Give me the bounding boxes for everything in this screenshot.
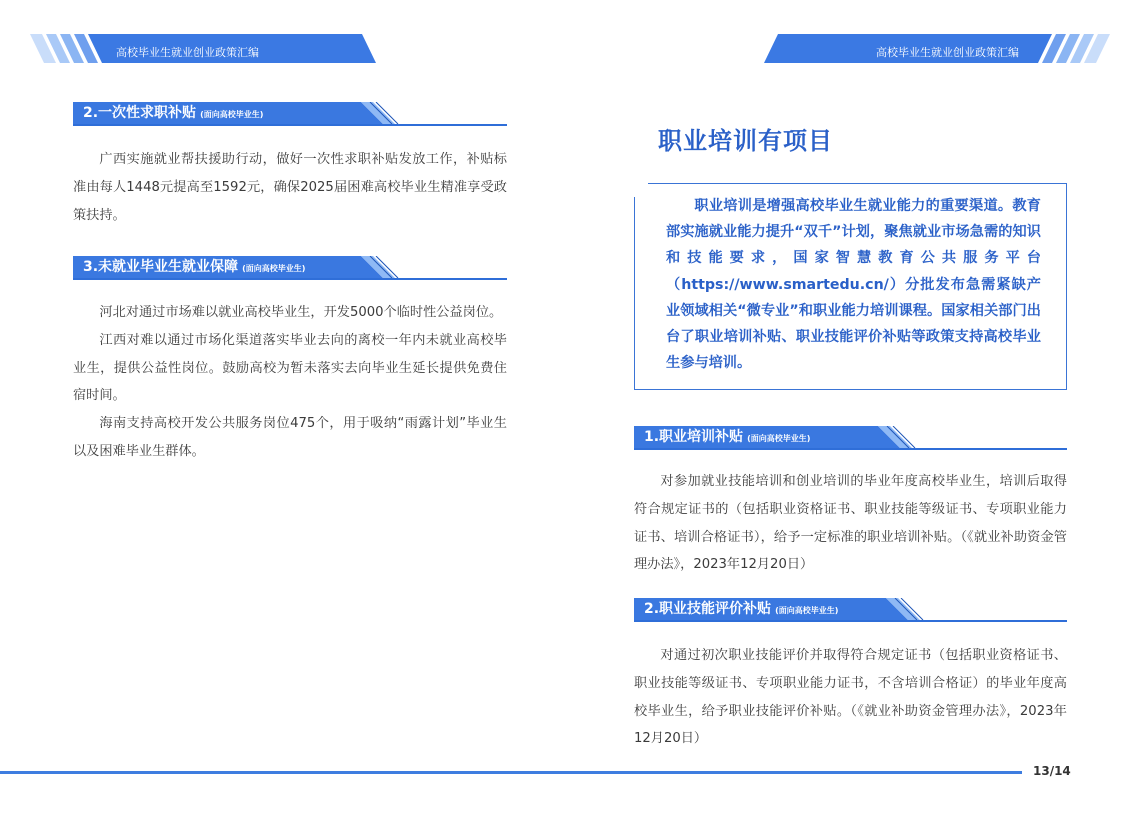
section-subtitle: (面向高校毕业生) bbox=[747, 434, 811, 443]
page-title: 职业培训有项目 bbox=[658, 127, 833, 155]
intro-callout-box bbox=[634, 183, 1067, 390]
page-number: 13/14 bbox=[1033, 764, 1071, 778]
section-title: 2.一次性求职补贴 bbox=[83, 105, 197, 121]
left-header-banner bbox=[30, 34, 376, 63]
callout-text: 职业培训是增强高校毕业生就业能力的重要渠道。教育部实施就业能力提升“双千”计划，聚焦就业市场急需的知识和技能要求，国家智慧教育公共服务平台（https://www.smartedu.cn/）分批发布急需紧缺产业领域相关“微专业”和职业能力培训课程。国家相关部门出台了职业培训补贴、职业技能评价补贴等政策支持高校毕业生参与培训。 bbox=[666, 198, 1041, 372]
right-header-banner bbox=[764, 34, 1110, 63]
section-heading-unemployed-graduate-guarantee bbox=[73, 256, 507, 280]
paragraph: 江西对难以通过市场化渠道落实毕业去向的离校一年内未就业高校毕业生，提供公益性岗位。鼓励高校为暂未落实去向毕业生延长提供免费住宿时间。 bbox=[73, 332, 507, 404]
section-title: 2.职业技能评价补贴 bbox=[644, 601, 772, 617]
section-underline bbox=[634, 448, 1067, 450]
section-body bbox=[634, 468, 1067, 579]
paragraph: 对通过初次职业技能评价并取得符合规定证书（包括职业资格证书、职业技能等级证书、专项职业能力证书，不含培训合格证）的毕业年度高校毕业生，给予职业技能评价补贴。（《就业补助资金管理办法》，2023年12月20日） bbox=[634, 648, 1067, 747]
section-title: 3.未就业毕业生就业保障 bbox=[83, 259, 239, 275]
section-underline bbox=[73, 124, 507, 126]
section-body bbox=[73, 299, 507, 466]
section-subtitle: (面向高校毕业生) bbox=[775, 606, 839, 615]
section-body bbox=[73, 146, 507, 229]
section-underline bbox=[73, 278, 507, 280]
paragraph: 河北对通过市场难以就业高校毕业生，开发5000个临时性公益岗位。 bbox=[99, 305, 503, 320]
section-body bbox=[634, 642, 1067, 753]
footer-divider bbox=[0, 771, 1022, 774]
section-title: 1.职业培训补贴 bbox=[644, 429, 744, 445]
callout-corner-notch bbox=[634, 183, 648, 197]
section-subtitle: (面向高校毕业生) bbox=[242, 264, 306, 273]
section-subtitle: (面向高校毕业生) bbox=[200, 110, 264, 119]
paragraph: 对参加就业技能培训和创业培训的毕业年度高校毕业生，培训后取得符合规定证书的（包括职业资格证书、职业技能等级证书、专项职业能力证书、培训合格证书），给予一定标准的职业培训补贴。（《就业补助资金管理办法》，2023年12月20日） bbox=[634, 474, 1067, 573]
section-heading-skill-evaluation-subsidy bbox=[634, 598, 1067, 622]
right-banner-title: 高校毕业生就业创业政策汇编 bbox=[876, 46, 1019, 59]
section-underline bbox=[634, 620, 1067, 622]
paragraph: 海南支持高校开发公共服务岗位475个，用于吸纳“雨露计划”毕业生以及困难毕业生群体。 bbox=[73, 416, 507, 459]
section-heading-one-time-job-subsidy bbox=[73, 102, 507, 126]
left-banner-title: 高校毕业生就业创业政策汇编 bbox=[116, 46, 259, 59]
section-heading-vocational-training-subsidy bbox=[634, 426, 1067, 450]
paragraph: 广西实施就业帮扶援助行动，做好一次性求职补贴发放工作，补贴标准由每人1448元提高至1592元，确保2025届困难高校毕业生精准享受政策扶持。 bbox=[73, 152, 507, 223]
